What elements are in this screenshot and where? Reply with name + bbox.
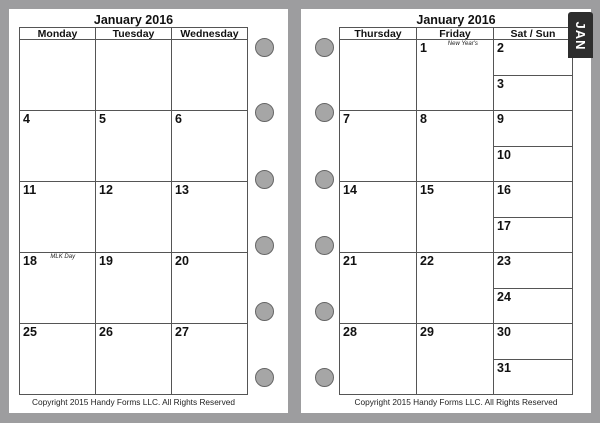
day-number: 21 xyxy=(343,254,357,268)
day-cell-saturday[interactable] xyxy=(494,40,572,76)
day-cell[interactable] xyxy=(172,324,247,395)
day-cell[interactable] xyxy=(20,111,96,182)
day-cell[interactable] xyxy=(172,111,247,182)
binder-hole xyxy=(255,236,274,255)
header-sat-sun: Sat / Sun xyxy=(494,28,572,40)
day-number: 2 xyxy=(497,41,504,55)
day-cell[interactable] xyxy=(340,253,417,324)
day-number: 5 xyxy=(99,112,106,126)
left-copyright: Copyright 2015 Handy Forms LLC. All Rights Reserved xyxy=(32,397,235,407)
day-number: 31 xyxy=(497,361,511,375)
right-calendar-grid xyxy=(339,27,573,395)
day-number: 26 xyxy=(99,325,113,339)
day-cell[interactable] xyxy=(96,40,172,111)
day-cell[interactable] xyxy=(417,111,494,182)
day-number: 13 xyxy=(175,183,189,197)
day-number: 3 xyxy=(497,77,504,91)
day-cell-sunday[interactable] xyxy=(494,147,572,182)
day-cell[interactable] xyxy=(340,111,417,182)
day-cell[interactable] xyxy=(172,40,247,111)
binder-hole xyxy=(255,38,274,57)
day-cell[interactable] xyxy=(20,182,96,253)
day-number: 12 xyxy=(99,183,113,197)
binder-hole xyxy=(315,368,334,387)
binder-hole xyxy=(315,103,334,122)
day-cell[interactable] xyxy=(20,324,96,395)
day-cell[interactable] xyxy=(96,253,172,324)
day-number: 28 xyxy=(343,325,357,339)
day-number: 8 xyxy=(420,112,427,126)
day-cell-saturday[interactable] xyxy=(494,324,572,360)
day-number: 10 xyxy=(497,148,511,162)
day-number: 16 xyxy=(497,183,511,197)
day-number: 14 xyxy=(343,183,357,197)
right-page xyxy=(301,9,591,413)
day-cell[interactable] xyxy=(20,40,96,111)
binder-hole xyxy=(255,302,274,321)
holiday-label: New Year's xyxy=(447,41,478,47)
day-number: 6 xyxy=(175,112,182,126)
day-cell[interactable] xyxy=(20,253,96,324)
header-wednesday: Wednesday xyxy=(172,28,247,40)
day-cell[interactable] xyxy=(417,253,494,324)
day-cell[interactable] xyxy=(340,324,417,395)
left-calendar-grid xyxy=(19,27,248,395)
header-monday: Monday xyxy=(20,28,96,40)
binder-hole xyxy=(255,103,274,122)
binder-hole xyxy=(315,170,334,189)
day-cell[interactable] xyxy=(96,111,172,182)
day-number: 18 xyxy=(23,254,37,268)
day-cell[interactable] xyxy=(96,324,172,395)
binder-hole xyxy=(315,38,334,57)
header-tuesday: Tuesday xyxy=(96,28,172,40)
day-number: 17 xyxy=(497,219,511,233)
day-number: 15 xyxy=(420,183,434,197)
day-number: 4 xyxy=(23,112,30,126)
day-number: 1 xyxy=(420,41,427,55)
day-cell[interactable] xyxy=(417,324,494,395)
holiday-label: MLK Day xyxy=(50,254,76,260)
day-cell-saturday[interactable] xyxy=(494,111,572,147)
day-number: 30 xyxy=(497,325,511,339)
day-number: 23 xyxy=(497,254,511,268)
day-number: 27 xyxy=(175,325,189,339)
day-number: 7 xyxy=(343,112,350,126)
binder-hole xyxy=(255,170,274,189)
left-page xyxy=(9,9,288,413)
day-cell-sunday[interactable] xyxy=(494,360,572,395)
day-number: 9 xyxy=(497,112,504,126)
day-number: 20 xyxy=(175,254,189,268)
left-month-title: January 2016 xyxy=(93,13,174,27)
day-cell-sunday[interactable] xyxy=(494,218,572,253)
day-number: 11 xyxy=(23,183,37,197)
header-thursday: Thursday xyxy=(340,28,417,40)
day-cell-sunday[interactable] xyxy=(494,289,572,324)
day-number: 25 xyxy=(23,325,37,339)
month-tab-label: JAN xyxy=(573,21,588,51)
day-cell[interactable] xyxy=(172,253,247,324)
day-cell-saturday[interactable] xyxy=(494,253,572,289)
binder-hole xyxy=(255,368,274,387)
right-month-title: January 2016 xyxy=(416,13,496,27)
month-tab-jan[interactable] xyxy=(568,12,593,58)
day-cell[interactable] xyxy=(96,182,172,253)
day-number: 22 xyxy=(420,254,434,268)
day-number: 29 xyxy=(420,325,434,339)
binder-hole xyxy=(315,302,334,321)
day-cell[interactable] xyxy=(340,40,417,111)
day-cell-saturday[interactable] xyxy=(494,182,572,218)
day-number: 24 xyxy=(497,290,511,304)
day-cell[interactable] xyxy=(417,182,494,253)
right-copyright: Copyright 2015 Handy Forms LLC. All Rights Reserved xyxy=(354,397,558,407)
tab-notch xyxy=(576,58,582,64)
day-cell[interactable] xyxy=(417,40,494,111)
binder-hole xyxy=(315,236,334,255)
day-number: 19 xyxy=(99,254,113,268)
header-friday: Friday xyxy=(417,28,494,40)
day-cell[interactable] xyxy=(172,182,247,253)
day-cell[interactable] xyxy=(340,182,417,253)
day-cell-sunday[interactable] xyxy=(494,76,572,111)
